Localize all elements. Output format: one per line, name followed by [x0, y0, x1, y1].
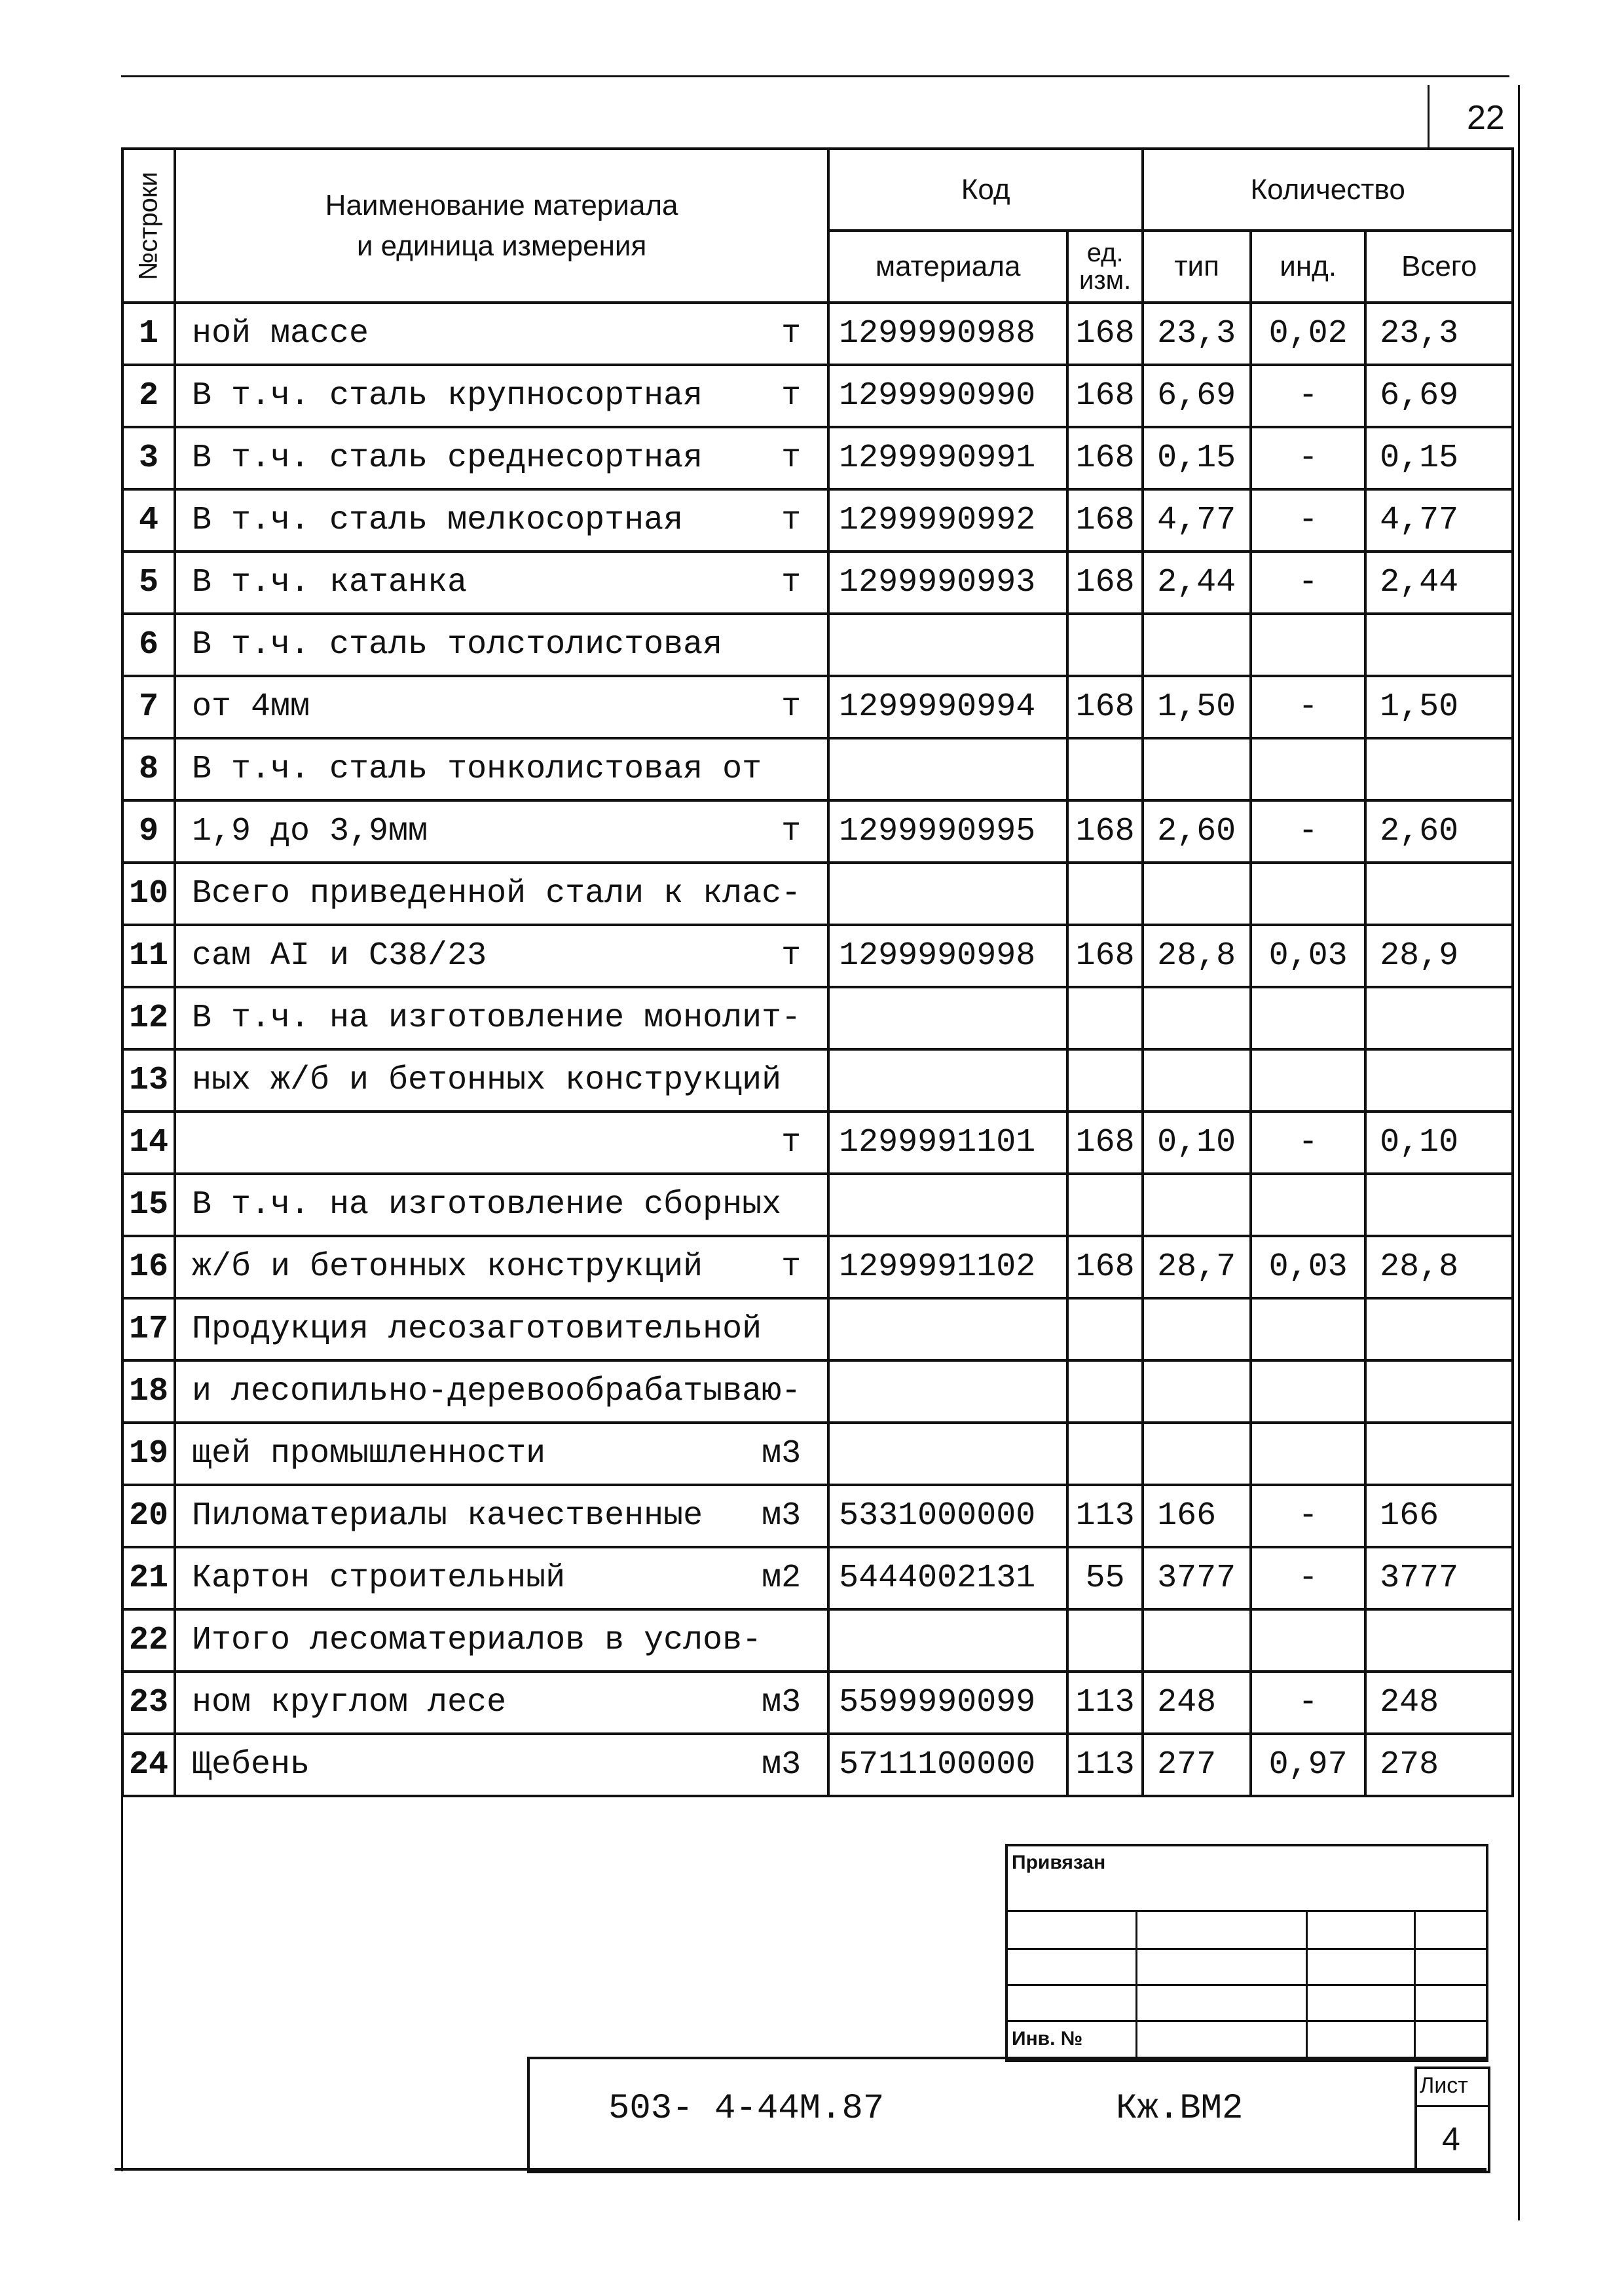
unit-code: [1067, 1174, 1143, 1236]
material-name-cell: [175, 738, 828, 800]
table-row: [122, 552, 1513, 614]
document-code: 503- 4-44М.87: [608, 2089, 885, 2129]
qty-ind: [1251, 1174, 1365, 1236]
material-name: и лесопильно-деревообрабатываю-: [192, 1373, 802, 1410]
material-name: В т.ч. сталь тонколистовая от: [192, 751, 762, 788]
row-number: 4: [122, 489, 175, 552]
row-number: 8: [122, 738, 175, 800]
material-name: Пиломатериалы качественные: [192, 1497, 703, 1535]
row-number: 19: [122, 1423, 175, 1485]
material-name-cell: [175, 800, 828, 863]
table-row: [122, 800, 1513, 863]
material-code: 1299991101: [828, 1112, 1067, 1174]
unit-code: 168: [1067, 427, 1143, 489]
material-code: [828, 1174, 1067, 1236]
qty-ind: -: [1251, 800, 1365, 863]
qty-type: 2,44: [1143, 552, 1251, 614]
material-code: [828, 614, 1067, 676]
unit-code: 168: [1067, 489, 1143, 552]
qty-total: 28,8: [1365, 1236, 1513, 1298]
material-name-cell: [175, 1174, 828, 1236]
material-name-cell: [175, 1360, 828, 1423]
material-code: 1299991102: [828, 1236, 1067, 1298]
material-code: 1299990994: [828, 676, 1067, 738]
material-name-cell: [175, 303, 828, 365]
material-unit: т: [781, 502, 802, 539]
table-row: [122, 365, 1513, 427]
row-number: 3: [122, 427, 175, 489]
row-number: 2: [122, 365, 175, 427]
unit-code: [1067, 738, 1143, 800]
qty-total: [1365, 1049, 1513, 1112]
qty-total: 0,15: [1365, 427, 1513, 489]
material-unit: т: [781, 688, 802, 726]
qty-type: [1143, 1174, 1251, 1236]
unit-code: 113: [1067, 1672, 1143, 1734]
material-name-cell: [175, 676, 828, 738]
material-code: 5599990099: [828, 1672, 1067, 1734]
unit-code: [1067, 863, 1143, 925]
material-name-cell: [175, 1609, 828, 1672]
qty-total: 3777: [1365, 1547, 1513, 1609]
material-unit: т: [781, 564, 802, 601]
qty-total: 0,10: [1365, 1112, 1513, 1174]
material-name: В т.ч. на изготовление монолит-: [192, 1000, 802, 1037]
material-name: В т.ч. сталь мелкосортная: [192, 502, 684, 539]
material-name: В т.ч. сталь толстолистовая: [192, 626, 723, 664]
material-name-cell: [175, 427, 828, 489]
material-name-cell: [175, 1485, 828, 1547]
unit-code: 55: [1067, 1547, 1143, 1609]
table-row: [122, 303, 1513, 365]
material-name: Всего приведенной стали к клас-: [192, 875, 802, 912]
inv-number-label: Инв. №: [1012, 2028, 1083, 2049]
material-code: [828, 1360, 1067, 1423]
unit-code: 113: [1067, 1485, 1143, 1547]
row-number: 5: [122, 552, 175, 614]
material-code: 1299990988: [828, 303, 1067, 365]
material-name: 1,9 до 3,9мм: [192, 813, 428, 850]
page-number-box-left: [1428, 85, 1430, 147]
unit-code: [1067, 1423, 1143, 1485]
row-number: 12: [122, 987, 175, 1049]
table-row: [122, 489, 1513, 552]
table-row: [122, 1672, 1513, 1734]
row-number: 22: [122, 1609, 175, 1672]
qty-type: 6,69: [1143, 365, 1251, 427]
material-name-cell: [175, 614, 828, 676]
row-number: 24: [122, 1734, 175, 1796]
qty-type: 0,10: [1143, 1112, 1251, 1174]
material-code-header: материала: [828, 231, 1067, 303]
material-name: ж/б и бетонных конструкций: [192, 1248, 703, 1286]
qty-total: 2,44: [1365, 552, 1513, 614]
qty-type: 2,60: [1143, 800, 1251, 863]
material-name-cell: [175, 489, 828, 552]
table-row: [122, 738, 1513, 800]
material-name-cell: [175, 1672, 828, 1734]
material-code: [828, 1609, 1067, 1672]
privyazan-label: Привязан: [1012, 1852, 1106, 1873]
table-row: [122, 925, 1513, 987]
material-code: 1299990990: [828, 365, 1067, 427]
material-code: 1299990991: [828, 427, 1067, 489]
right-frame-line: [1518, 85, 1520, 2220]
qty-ind: -: [1251, 489, 1365, 552]
unit-code: 168: [1067, 552, 1143, 614]
sheet-box: [1414, 2067, 1490, 2173]
table-row: [122, 1236, 1513, 1298]
row-number: 11: [122, 925, 175, 987]
material-name-cell: [175, 1423, 828, 1485]
top-border-line: [121, 75, 1509, 77]
qty-total: 23,3: [1365, 303, 1513, 365]
qty-ind: 0,02: [1251, 303, 1365, 365]
qty-type: 248: [1143, 1672, 1251, 1734]
unit-code: 168: [1067, 1112, 1143, 1174]
qty-ind: [1251, 1049, 1365, 1112]
qty-ind: -: [1251, 365, 1365, 427]
material-unit: т: [781, 315, 802, 352]
material-name: Картон строительный: [192, 1560, 566, 1597]
qty-total: [1365, 863, 1513, 925]
material-name: В т.ч. сталь крупносортная: [192, 377, 703, 415]
qty-type: [1143, 1360, 1251, 1423]
qty-type: [1143, 1423, 1251, 1485]
qty-type: 4,77: [1143, 489, 1251, 552]
unit-code: 113: [1067, 1734, 1143, 1796]
page-number: 22: [1467, 99, 1505, 137]
unit-code: 168: [1067, 800, 1143, 863]
material-name-cell: [175, 365, 828, 427]
qty-total: 2,60: [1365, 800, 1513, 863]
qty-total: 1,50: [1365, 676, 1513, 738]
materials-table: [121, 147, 1514, 1797]
quantity-header: Количество: [1143, 149, 1513, 231]
material-unit: т: [781, 440, 802, 477]
qty-ind: -: [1251, 676, 1365, 738]
qty-total: [1365, 1609, 1513, 1672]
row-number: 13: [122, 1049, 175, 1112]
material-name-cell: [175, 1734, 828, 1796]
unit-code: 168: [1067, 303, 1143, 365]
qty-ind: -: [1251, 1112, 1365, 1174]
material-name: ных ж/б и бетонных конструкций: [192, 1062, 782, 1099]
qty-total: [1365, 1298, 1513, 1360]
qty-ind: -: [1251, 1672, 1365, 1734]
qty-ind: [1251, 614, 1365, 676]
table-row: [122, 1049, 1513, 1112]
material-name: щей промышленности: [192, 1435, 546, 1472]
material-unit: т: [781, 813, 802, 850]
qty-type: [1143, 863, 1251, 925]
material-name: от 4мм: [192, 688, 310, 726]
material-unit: м2: [762, 1560, 802, 1597]
qty-total: 166: [1365, 1485, 1513, 1547]
material-name-cell: [175, 863, 828, 925]
unit-code: 168: [1067, 676, 1143, 738]
row-number: 15: [122, 1174, 175, 1236]
qty-type: 166: [1143, 1485, 1251, 1547]
table-row: [122, 1112, 1513, 1174]
material-name-cell: [175, 1112, 828, 1174]
code-header: Код: [828, 149, 1143, 231]
qty-type: 23,3: [1143, 303, 1251, 365]
row-number: 10: [122, 863, 175, 925]
material-code: [828, 1298, 1067, 1360]
material-name: В т.ч. сталь среднесортная: [192, 440, 703, 477]
material-unit: т: [781, 937, 802, 975]
qty-total: 28,9: [1365, 925, 1513, 987]
row-number: 18: [122, 1360, 175, 1423]
row-number-header: №строки: [122, 149, 175, 303]
qty-type: 3777: [1143, 1547, 1251, 1609]
material-name: Итого лесоматериалов в услов-: [192, 1622, 762, 1659]
unit-code: 168: [1067, 365, 1143, 427]
table-row: [122, 676, 1513, 738]
material-name-cell: [175, 925, 828, 987]
qty-ind: [1251, 863, 1365, 925]
material-unit: м3: [762, 1435, 802, 1472]
material-unit: м3: [762, 1684, 802, 1721]
material-name-header: Наименование материала и единица измерения: [175, 149, 828, 303]
unit-code: [1067, 1609, 1143, 1672]
qty-ind: -: [1251, 1485, 1365, 1547]
row-number: 7: [122, 676, 175, 738]
qty-total: [1365, 738, 1513, 800]
unit-code: 168: [1067, 925, 1143, 987]
qty-type-header: тип: [1143, 231, 1251, 303]
qty-ind: [1251, 738, 1365, 800]
qty-total-header: Всего: [1365, 231, 1513, 303]
material-code: 1299990995: [828, 800, 1067, 863]
sheet-label: Лист: [1420, 2073, 1468, 2098]
unit-code: [1067, 987, 1143, 1049]
table-row: [122, 1174, 1513, 1236]
material-unit: т: [781, 1248, 802, 1286]
row-number: 1: [122, 303, 175, 365]
row-number: 20: [122, 1485, 175, 1547]
row-number: 16: [122, 1236, 175, 1298]
material-unit: т: [781, 377, 802, 415]
table-row: [122, 427, 1513, 489]
row-number: 17: [122, 1298, 175, 1360]
row-number: 21: [122, 1547, 175, 1609]
unit-code: [1067, 1049, 1143, 1112]
qty-ind: -: [1251, 552, 1365, 614]
qty-type: [1143, 987, 1251, 1049]
qty-total: [1365, 1360, 1513, 1423]
material-code: [828, 863, 1067, 925]
sheet-number: 4: [1442, 2121, 1460, 2158]
qty-type: [1143, 1049, 1251, 1112]
qty-ind: -: [1251, 427, 1365, 489]
qty-type: [1143, 1298, 1251, 1360]
unit-code: 168: [1067, 1236, 1143, 1298]
qty-total: [1365, 1174, 1513, 1236]
material-name-cell: [175, 1298, 828, 1360]
qty-total: 248: [1365, 1672, 1513, 1734]
material-unit: т: [781, 1124, 802, 1161]
material-code: [828, 987, 1067, 1049]
unit-code: [1067, 1360, 1143, 1423]
row-number: 14: [122, 1112, 175, 1174]
unit-code-header: ед. изм.: [1067, 231, 1143, 303]
unit-code: [1067, 614, 1143, 676]
table-row: [122, 1734, 1513, 1796]
material-name-cell: [175, 1236, 828, 1298]
qty-total: 278: [1365, 1734, 1513, 1796]
table-row: [122, 1547, 1513, 1609]
qty-ind: [1251, 1298, 1365, 1360]
qty-type: [1143, 738, 1251, 800]
qty-type: 1,50: [1143, 676, 1251, 738]
qty-total: [1365, 614, 1513, 676]
material-unit: м3: [762, 1497, 802, 1535]
material-name-cell: [175, 1049, 828, 1112]
material-code: [828, 738, 1067, 800]
table-row: [122, 614, 1513, 676]
title-block: [527, 2057, 1486, 2173]
qty-ind: [1251, 1423, 1365, 1485]
qty-ind: [1251, 987, 1365, 1049]
material-name: сам АI и С38/23: [192, 937, 487, 975]
material-name: В т.ч. катанка: [192, 564, 468, 601]
qty-total: 6,69: [1365, 365, 1513, 427]
material-name: Продукция лесозаготовительной: [192, 1311, 762, 1348]
qty-ind: 0,97: [1251, 1734, 1365, 1796]
qty-ind: [1251, 1609, 1365, 1672]
material-name: ной массе: [192, 315, 369, 352]
qty-ind: [1251, 1360, 1365, 1423]
material-name-cell: [175, 987, 828, 1049]
qty-type: [1143, 1609, 1251, 1672]
row-number: 23: [122, 1672, 175, 1734]
qty-type: 28,8: [1143, 925, 1251, 987]
qty-total: 4,77: [1365, 489, 1513, 552]
table-row: [122, 987, 1513, 1049]
material-name: Щебень: [192, 1746, 310, 1784]
qty-type: 0,15: [1143, 427, 1251, 489]
qty-type: 277: [1143, 1734, 1251, 1796]
material-name: В т.ч. на изготовление сборных: [192, 1186, 782, 1224]
material-unit: м3: [762, 1746, 802, 1784]
table-row: [122, 863, 1513, 925]
privyazan-stamp: [1005, 1844, 1488, 2062]
material-name: ном круглом лесе: [192, 1684, 507, 1721]
material-code: 5444002131: [828, 1547, 1067, 1609]
table-row: [122, 1423, 1513, 1485]
table-row: [122, 1609, 1513, 1672]
qty-total: [1365, 987, 1513, 1049]
material-code: 5331000000: [828, 1485, 1067, 1547]
table-row: [122, 1360, 1513, 1423]
qty-type: 28,7: [1143, 1236, 1251, 1298]
qty-ind: -: [1251, 1547, 1365, 1609]
row-number: 6: [122, 614, 175, 676]
material-code: 5711100000: [828, 1734, 1067, 1796]
material-code: 1299990993: [828, 552, 1067, 614]
material-code: 1299990998: [828, 925, 1067, 987]
table-row: [122, 1485, 1513, 1547]
drawing-mark: Кж.ВМ2: [1116, 2089, 1244, 2129]
material-code: 1299990992: [828, 489, 1067, 552]
table-row: [122, 1298, 1513, 1360]
material-code: [828, 1049, 1067, 1112]
row-number: 9: [122, 800, 175, 863]
material-code: [828, 1423, 1067, 1485]
qty-ind: 0,03: [1251, 925, 1365, 987]
qty-ind-header: инд.: [1251, 231, 1365, 303]
qty-ind: 0,03: [1251, 1236, 1365, 1298]
qty-type: [1143, 614, 1251, 676]
unit-code: [1067, 1298, 1143, 1360]
material-name-cell: [175, 1547, 828, 1609]
material-name-cell: [175, 552, 828, 614]
qty-total: [1365, 1423, 1513, 1485]
